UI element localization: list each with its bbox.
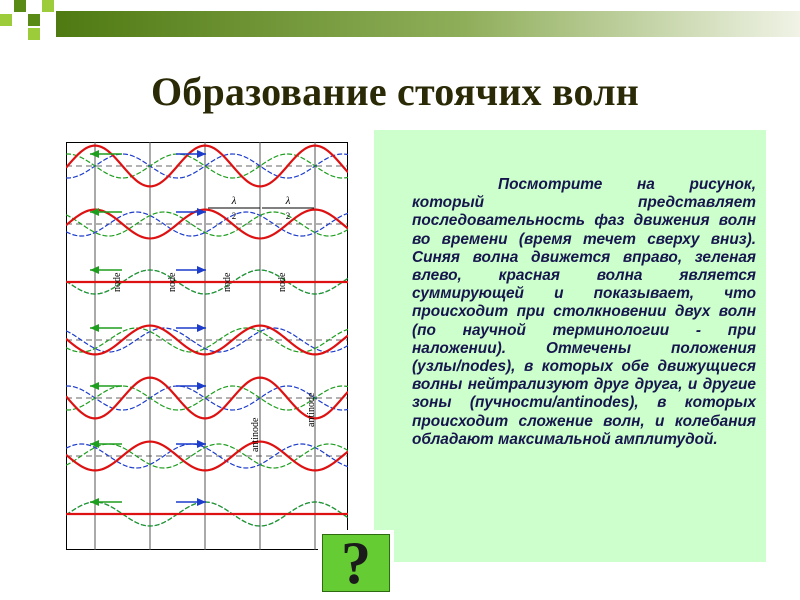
antinode-label: antinode <box>306 392 317 427</box>
antinode-label: antinode <box>250 417 261 452</box>
description-text: Посмотрите на рисунок, который представляет последовательность фаз движения волн во времени (время течет сверху вниз). Синяя волна движется вправо, зеленая влево, красная волна является суммирующей и показывает, что происходит при столкновении двух волн (по научной терминологии - при наложении). Отмечены положения (узлы/nodes), в которых обе движущиеся волны нейтрализуют друг друга, и другие зоны (пучности/antinodes), в которых происходит сложение волн, и колебания обладают максимальной амплитудой. <box>412 176 756 448</box>
node-label: node <box>167 272 178 292</box>
lambda-half-marker-1-divisor: 2 <box>231 211 237 221</box>
help-button[interactable] <box>322 530 390 596</box>
lambda-half-marker-1-lambda: λ <box>231 195 237 207</box>
standing-wave-figure <box>66 142 348 550</box>
slide-title: Образование стоячих волн <box>150 69 640 114</box>
top-decoration-bar <box>0 0 800 40</box>
question-icon: ? <box>341 530 371 596</box>
node-label: node <box>277 272 288 292</box>
lambda-half-marker-2-lambda: λ <box>285 195 291 207</box>
lambda-half-marker-2-divisor: 2 <box>285 211 291 221</box>
node-label: node <box>112 272 123 292</box>
node-label: node <box>222 272 233 292</box>
